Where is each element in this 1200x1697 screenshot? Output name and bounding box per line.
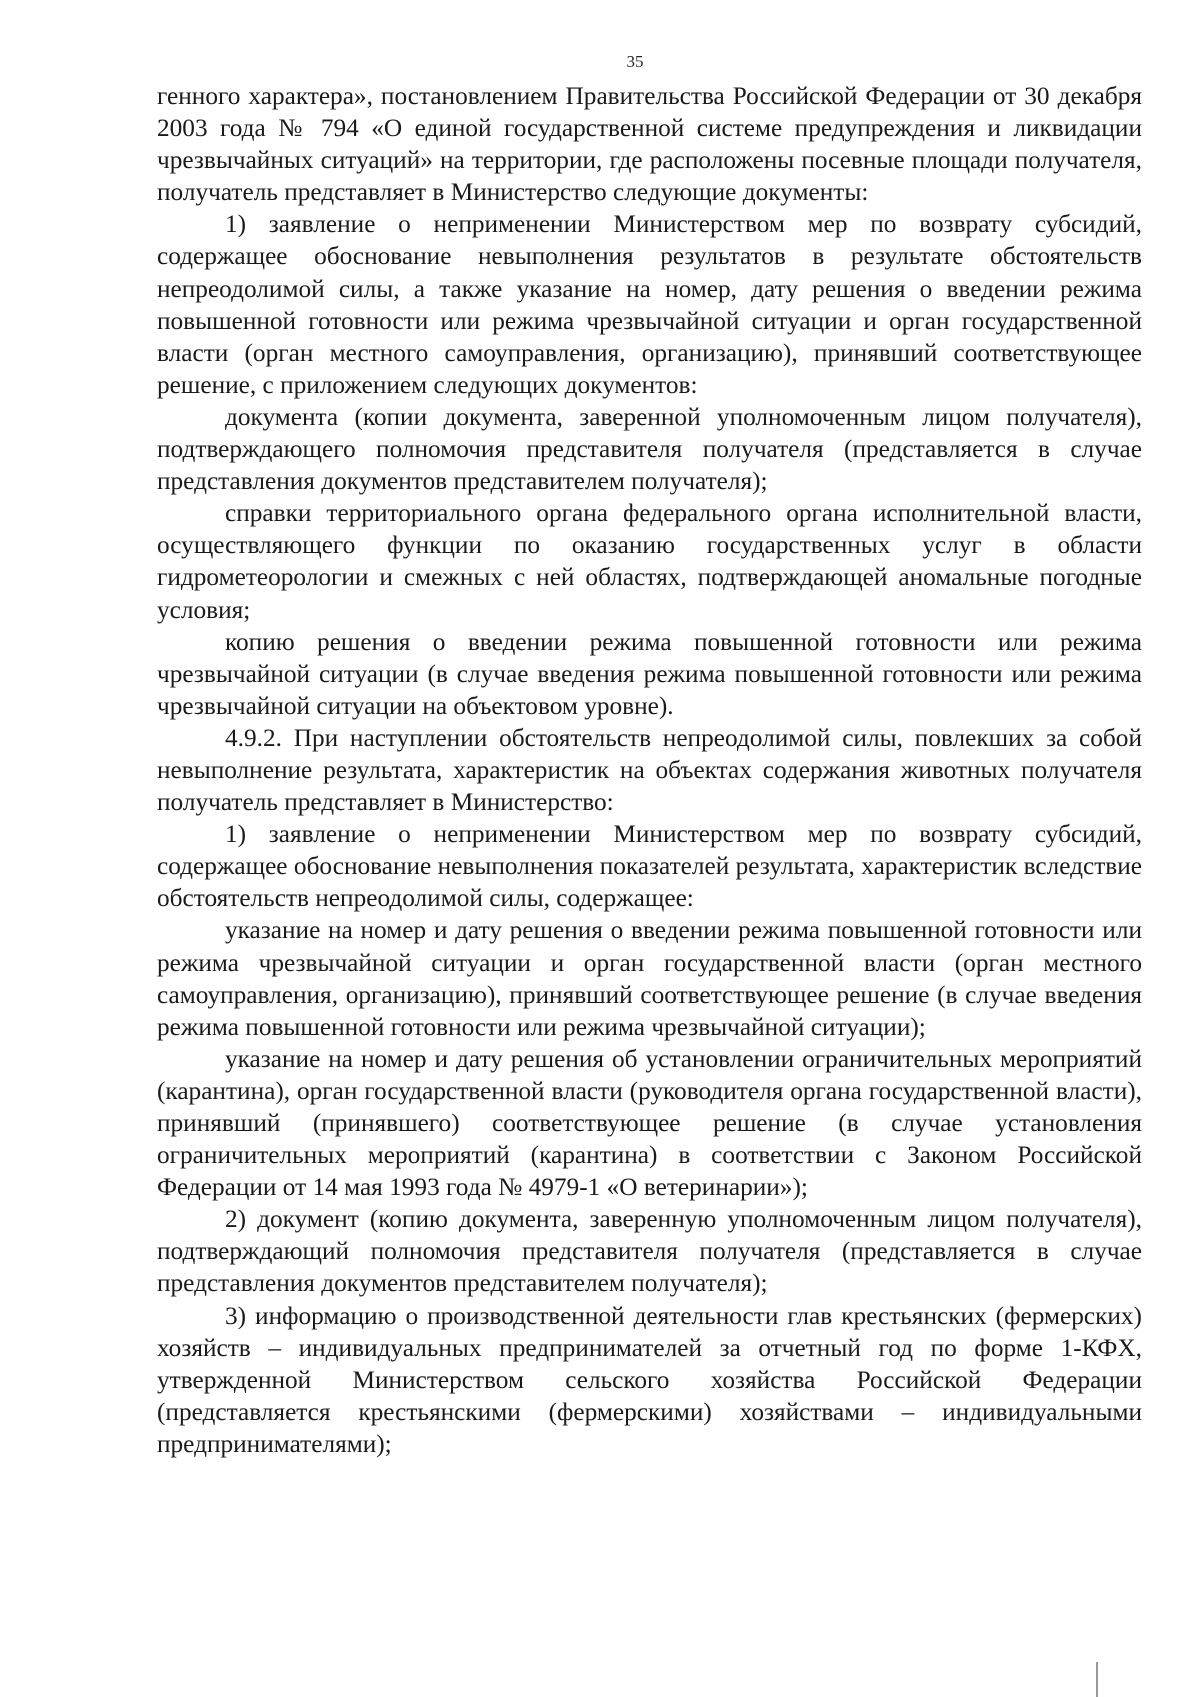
paragraph-quarantine-decision: указание на номер и дату решения об установлении ограничительных мероприятий (карантина), орган государственной власти (руководителя органа государственной власти), принявший (принявшего) соответствующее решение (в случае установления ограничительных мероприятий (карантина) в соответствии с Законом Российской Федерации от 14 мая 1993 года № 4979-1 «О ветеринарии»);	[157, 1044, 1142, 1202]
page-number: 35	[626, 52, 644, 71]
paragraph-emergency-decision-copy: копию решения о введении режима повышенной готовности или режима чрезвычайной ситуации (в случае введения режима повышенной готовности или режима чрезвычайной ситуации на объектовом уровне).	[157, 627, 1142, 720]
paragraph-continuation: генного характера», постановлением Правительства Российской Федерации от 30 декабря 2003 года № 794 «О единой государственной системе предупреждения и ликвидации чрезвычайных ситуаций» на территории, где расположены посевные площади получателя, получатель представляет в Министерство следующие документы:	[157, 82, 1142, 207]
paragraph-item-1-animals-application: 1) заявление о неприменении Министерством мер по возврату субсидий, содержащее обоснование невыполнения показателей результата, характеристик вследствие обстоятельств непреодолимой силы, содержащее:	[157, 820, 1142, 913]
paragraph-representative-document: документа (копии документа, заверенной уполномоченным лицом получателя), подтверждающего полномочия представителя получателя (представляется в случае представления документов представителем получателя);	[157, 402, 1142, 496]
paragraph-item-2-document: 2) документ (копию документа, заверенную уполномоченным лицом получателя), подтверждающий полномочия представителя получателя (представляется в случае представления документов представителем получателя);	[157, 1205, 1142, 1298]
paragraph-section-4-9-2: 4.9.2. При наступлении обстоятельств непреодолимой силы, повлекших за собой невыполнение результата, характеристик на объектах содержания животных получателя получатель представляет в Министерство:	[157, 723, 1142, 817]
paragraph-hydrometeorology-certificate: справки территориального органа федерального органа исполнительной власти, осуществляющего функции по оказанию государственных услуг в области гидрометеорологии и смежных с ней областях, подтверждающей аномальные погодные условия;	[157, 499, 1142, 624]
document-body	[157, 80, 1142, 1460]
scan-artifact-mark	[1096, 1662, 1098, 1697]
paragraph-item-1-application: 1) заявление о неприменении Министерством мер по возврату субсидий, содержащее обоснование невыполнения результатов в результате обстоятельств непреодолимой силы, а также указание на номер, дату решения о введении режима повышенной готовности или режима чрезвычайной ситуации и орган государственной власти (орган местного самоуправления, организацию), принявший соответствующее решение, с приложением следующих документов:	[157, 210, 1142, 399]
paragraph-item-3-information: 3) информацию о производственной деятельности глав крестьянских (фермерских) хозяйств – индивидуальных предпринимателей за отчетный год по форме 1-КФХ, утвержденной Министерством сельского хозяйства Российской Федерации (представляется крестьянскими (фермерскими) хозяйствами – индивидуальными предпринимателями);	[157, 1301, 1142, 1458]
paragraph-decision-number-date: указание на номер и дату решения о введении режима повышенной готовности или режима чрезвычайной ситуации и орган государственной власти (орган местного самоуправления, организацию), принявший соответствующее решение (в случае введения режима повышенной готовности или режима чрезвычайной ситуации);	[157, 916, 1142, 1041]
